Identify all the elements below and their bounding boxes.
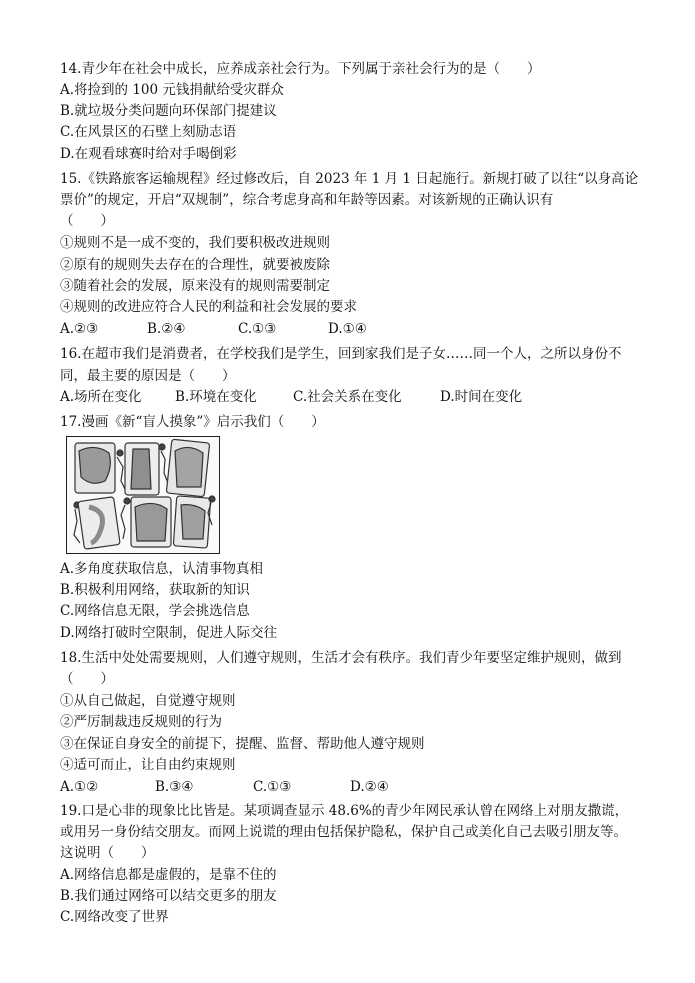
q18-option-c: C.①③: [253, 779, 292, 795]
q18-statement-3: ③在保证自身安全的前提下，提醒、监督、帮助他人遵守规则: [60, 736, 425, 752]
q18-statement-1: ①从自己做起，自觉遵守规则: [60, 693, 236, 709]
q15-stem-line3: （ ）: [60, 213, 114, 229]
q14-option-d: D.在观看球赛时给对手喝倒彩: [60, 146, 237, 162]
q16-option-a: A.场所在变化: [60, 389, 142, 405]
q19-stem-line3: 这说明（ ）: [60, 845, 155, 861]
q16-option-d: D.时间在变化: [440, 389, 523, 405]
q18-stem-line1: 18.生活中处处需要规则，人们遵守规则，生活才会有秩序。我们青少年要坚定维护规则，做到: [60, 650, 622, 666]
q18-statement-4: ④适可而止，让自由约束规则: [60, 757, 236, 773]
q17-option-d: D.网络打破时空限制，促进人际交往: [60, 625, 278, 641]
q16-stem-line1: 16.在超市我们是消费者，在学校我们是学生，回到家我们是子女……同一个人，之所以身份不: [60, 346, 622, 362]
q19-option-a: A.网络信息都是虚假的，是靠不住的: [60, 867, 277, 883]
q15-option-d: D.①④: [328, 321, 367, 337]
q17-option-b: B.积极利用网络，获取新的知识: [60, 582, 250, 598]
q17-stem: 17.漫画《新“盲人摸象”》启示我们（ ）: [60, 414, 325, 430]
q15-statement-2: ②原有的规则失去存在的合理性，就要被废除: [60, 257, 330, 273]
q16-stem-line2: 同，最主要的原因是（ ）: [60, 368, 236, 384]
q15-statement-3: ③随着社会的发展，原来没有的规则需要制定: [60, 278, 330, 294]
q17-option-c: C.网络信息无限，学会挑选信息: [60, 603, 250, 619]
q14-option-a: A.将捡到的 100 元钱捐献给受灾群众: [60, 82, 284, 98]
q14-option-b: B.就垃圾分类问题向环保部门提建议: [60, 103, 277, 119]
q19-option-c: C.网络改变了世界: [60, 909, 169, 925]
q15-option-a: A.②③: [60, 321, 99, 337]
q16-option-c: C.社会关系在变化: [293, 389, 402, 405]
blind-men-elephant-cartoon: [66, 436, 220, 554]
q14-stem: 14.青少年在社会中成长，应养成亲社会行为。下列属于亲社会行为的是（ ）: [60, 61, 541, 77]
cartoon-illustration: [67, 437, 218, 552]
q19-stem-line2: 或用另一身份结交朋友。而网上说谎的理由包括保护隐私，保护自己或美化自己去吸引朋友等。: [60, 824, 627, 840]
q15-statement-4: ④规则的改进应符合人民的利益和社会发展的要求: [60, 299, 357, 315]
q19-option-b: B.我们通过网络可以结交更多的朋友: [60, 888, 277, 904]
q14-option-c: C.在风景区的石壁上刻励志语: [60, 124, 237, 140]
q15-option-c: C.①③: [238, 321, 277, 337]
q15-statement-1: ①规则不是一成不变的，我们要积极改进规则: [60, 235, 330, 251]
q18-option-b: B.③④: [155, 779, 194, 795]
q18-option-a: A.①②: [60, 779, 99, 795]
q19-stem-line1: 19.口是心非的现象比比皆是。某项调查显示 48.6%的青少年网民承认曾在网络上对朋友撒谎，: [60, 803, 629, 819]
q17-option-a: A.多角度获取信息，认清事物真相: [60, 561, 264, 577]
q15-option-b: B.②④: [147, 321, 186, 337]
q15-stem-line2: 票价”的规定，开启“双规制”，综合考虑身高和年龄等因素。对该新规的正确认识有: [60, 192, 554, 208]
q18-stem-line2: （ ）: [60, 671, 114, 687]
q15-stem-line1: 15.《铁路旅客运输规程》经过修改后，自 2023 年 1 月 1 日起施行。新规打破了以往“以身高论: [60, 171, 639, 187]
q18-option-d: D.②④: [350, 779, 389, 795]
q18-statement-2: ②严厉制裁违反规则的行为: [60, 714, 222, 730]
q16-option-b: B.环境在变化: [175, 389, 257, 405]
